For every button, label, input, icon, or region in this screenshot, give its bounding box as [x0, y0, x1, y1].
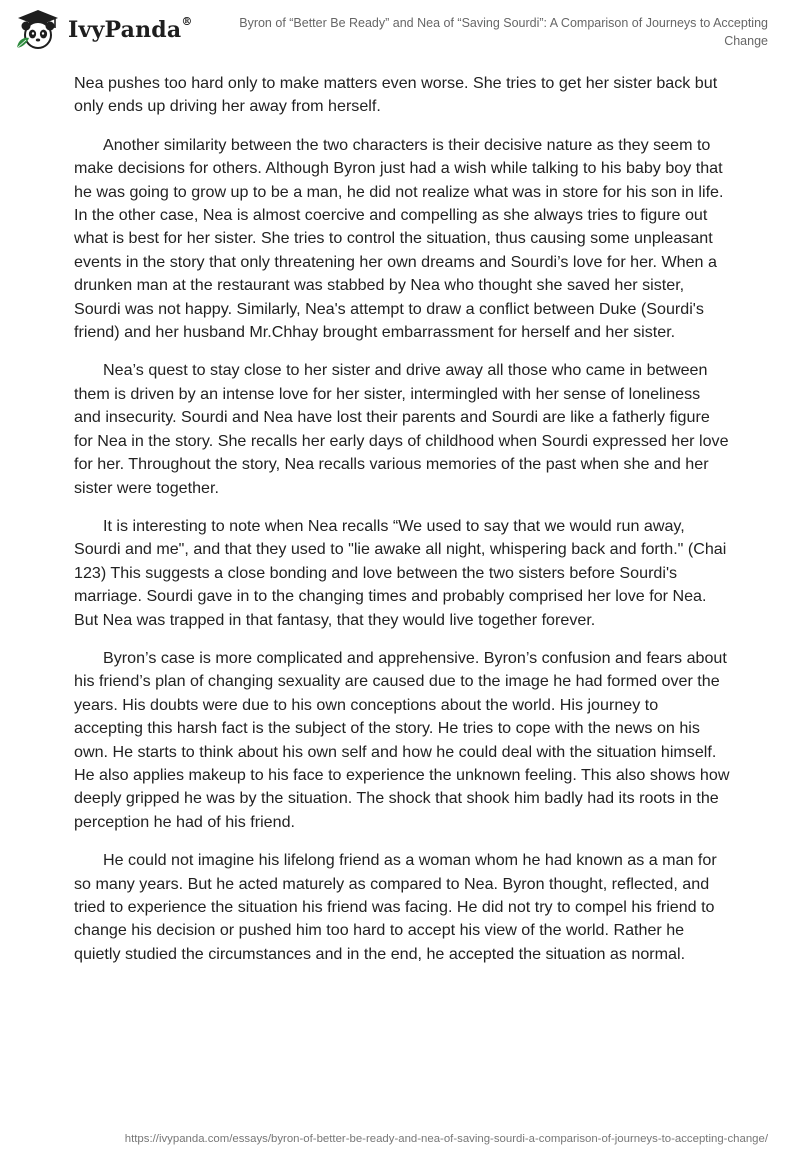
paragraph: Another similarity between the two characters is their decisive nature as they seem to make decisions for others. Although Byron just had a wish while talking to his baby boy that he was going to grow up to be a man, he did not realize what was in store for his son in life. In the other case, Nea is almost coercive and compelling as she always tries to figure out what is best for her sister. She tries to control the situation, thus causing some unpleasant events in the story that only threatening her own dreams and Sourdi’s love for her. When a drunken man at the restaurant was stabbed by Nea who thought she saved her sister, Sourdi was not happy. Similarly, Nea's attempt to draw a conflict between Duke (Sourdi's friend) and her husband Mr.Chhay brought embarrassment for herself and her sister.: [74, 135, 724, 342]
paragraph: Byron’s case is more complicated and apprehensive. Byron’s confusion and fears about his friend’s plan of changing sexuality are caused due to the image he had formed over the years. His doubts were due to his own conceptions about the world. His journey to accepting this harsh fact is the subject of the story. He tries to cope with the news on his own. He starts to think about his own self and how he could deal with the situation himself. He also applies makeup to his face to experience the unknown feeling. This also shows how deeply gripped he was by the situation. The shock that shook him badly had its roots in the perception he had of his friend.: [74, 648, 730, 831]
paragraph: It is interesting to note when Nea recalls “We used to say that we would run away, Sourdi and me", and that they used to "lie awake all night, whispering back and forth." (Chai 123) This suggests a close bonding and love between the two sisters before Sourdi's marriage. Sourdi gave in to the changing times and probably comprised her love for Nea. But Nea was trapped in that fantasy, that they would live together forever.: [74, 516, 727, 629]
document-title: Byron of “Better Be Ready” and Nea of “Saving Sourdi”: A Comparison of Journeys to Accepting Change: [239, 16, 768, 48]
page-header: [0, 0, 800, 60]
ivypanda-logo[interactable]: [14, 8, 193, 52]
brand-name: IvyPanda®: [68, 14, 193, 43]
essay-body: [74, 72, 730, 981]
paragraph: He could not imagine his lifelong friend as a woman whom he had known as a man for so many years. But he acted maturely as compared to Nea. Byron thought, reflected, and tried to experience the situation his friend was facing. He did not try to compel his friend to change his decision or pushed him too hard to accept his view of the world. Rather he quietly studied the circumstances and in the end, he accepted the situation as normal.: [74, 851, 717, 963]
source-url[interactable]: https://ivypanda.com/essays/byron-of-better-be-ready-and-nea-of-saving-sourdi-a-comparison-of-journeys-to-accepting-change/: [124, 1133, 768, 1145]
panda-logo-icon: [14, 8, 62, 52]
paragraph: Nea pushes too hard only to make matters even worse. She tries to get her sister back but only ends up driving her away from herself.: [74, 74, 718, 116]
paragraph: Nea’s quest to stay close to her sister and drive away all those who came in between them is driven by an intense love for her sister, intermingled with her sense of loneliness and insecurity. Sourdi and Nea have lost their parents and Sourdi are like a fatherly figure for Nea in the story. She recalls her early days of childhood when Sourdi expressed her love for her. Throughout the story, Nea recalls various memories of the past when she and her sister were together.: [74, 361, 729, 497]
